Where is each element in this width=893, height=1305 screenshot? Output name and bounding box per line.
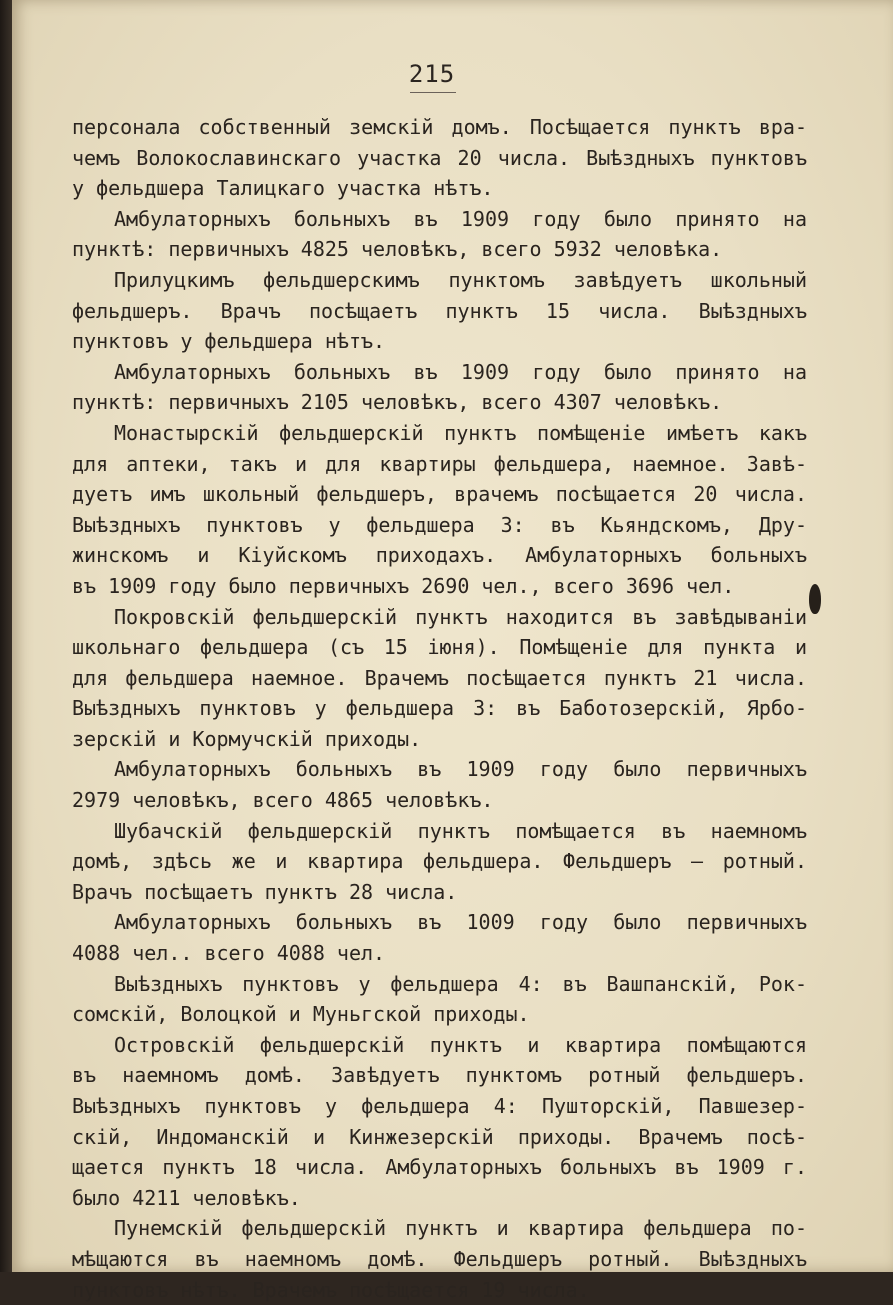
text-line: Пунемскій фельдшерскій пунктъ и квартира фельдшера по-	[114, 1216, 807, 1241]
text-line: домѣ, здѣсь же и квартира фельдшера. Фельдшеръ — ротный.	[72, 849, 807, 874]
text-line: мѣщаются въ наемномъ домѣ. Фельдшеръ ротный. Выѣздныхъ	[72, 1246, 807, 1271]
page-number: 215	[408, 60, 456, 88]
text-line: 2979 человѣкъ, всего 4865 человѣкъ.	[72, 788, 494, 813]
text-line: школьнаго фельдшера (съ 15 іюня). Помѣщеніе для пункта и	[72, 635, 807, 660]
text-line: Выѣздныхъ пунктовъ у фельдшера 4: въ Вашпанскій, Рок-	[114, 971, 807, 996]
text-line: Выѣздныхъ пунктовъ у фельдшера 4: Пушторскій, Павшезер-	[72, 1094, 807, 1118]
text-line: чемъ Волокославинскаго участка 20 числа. Выѣздныхъ пунктовъ	[72, 145, 807, 170]
text-line: 4088 чел.. всего 4088 чел.	[72, 941, 386, 966]
text-line: пунктѣ: первичныхъ 2105 человѣкъ, всего 4307 человѣкъ.	[72, 390, 723, 415]
text-line: въ наемномъ домѣ. Завѣдуетъ пунктомъ ротный фельдшеръ.	[72, 1063, 807, 1088]
text-line: Выѣздныхъ пунктовъ у фельдшера 3: въ Баботозерскій, Ярбо-	[72, 696, 807, 721]
text-line: зерскій и Кормучскій приходы.	[72, 726, 422, 751]
text-line: щается пунктъ 18 числа. Амбулаторныхъ больныхъ въ 1909 г.	[72, 1155, 807, 1180]
text-line: было 4211 человѣкъ.	[72, 1185, 301, 1210]
text-line: для фельдшера наемное. Врачемъ посѣщается пунктъ 21 числа.	[72, 665, 807, 690]
text-line: Амбулаторныхъ больныхъ въ 1909 году было первичныхъ	[114, 757, 807, 782]
text-line: въ 1909 году было первичныхъ 2690 чел., всего 3696 чел.	[72, 573, 735, 598]
text-line: Выѣздныхъ пунктовъ у фельдшера 3: въ Кьяндскомъ, Дру-	[72, 512, 807, 537]
page-number-rule	[410, 92, 456, 93]
text-line: для аптеки, такъ и для квартиры фельдшера, наемное. Завѣ-	[72, 451, 807, 476]
text-line: персонала собственный земскій домъ. Посѣщается пунктъ вра-	[72, 115, 807, 139]
body-text	[72, 112, 807, 1305]
book-spine-shadow	[0, 0, 12, 1272]
text-line: Амбулаторныхъ больныхъ въ 1909 году было принято на	[114, 206, 807, 231]
text-line: фельдшеръ. Врачъ посѣщаетъ пунктъ 15 числа. Выѣздныхъ	[72, 298, 807, 323]
text-line: у фельдшера Талицкаго участка нѣтъ.	[72, 176, 494, 201]
text-line: Покровскій фельдшерскій пунктъ находится въ завѣдываніи	[114, 604, 807, 629]
ink-blot	[809, 584, 821, 614]
text-line: сомскій, Волоцкой и Муньгской приходы.	[72, 1002, 530, 1027]
text-line: Амбулаторныхъ больныхъ въ 1909 году было принято на	[114, 359, 807, 384]
text-line: пунктовъ у фельдшера нѣтъ.	[72, 329, 386, 354]
text-line: Шубачскій фельдшерскій пунктъ помѣщается въ наемномъ	[114, 818, 807, 843]
text-line: пунктѣ: первичныхъ 4825 человѣкъ, всего 5932 человѣка.	[72, 237, 723, 262]
text-line: скій, Индоманскій и Кинжезерскій приходы. Врачемъ посѣ-	[72, 1124, 807, 1149]
text-line: жинскомъ и Кіуйскомъ приходахъ. Амбулаторныхъ больныхъ	[72, 543, 807, 568]
text-line: Врачъ посѣщаетъ пунктъ 28 числа.	[72, 879, 458, 904]
text-line: Островскій фельдшерскій пунктъ и квартира помѣщаются	[114, 1032, 807, 1057]
text-line: Прилуцкимъ фельдшерскимъ пунктомъ завѣдуетъ школьный	[114, 267, 807, 292]
text-line: пунктовъ нѣтъ. Врачемъ посѣщается 19 числа.	[72, 1277, 590, 1302]
text-line: дуетъ имъ школьный фельдшеръ, врачемъ посѣщается 20 числа.	[72, 482, 807, 507]
book-page	[12, 0, 893, 1302]
text-line: Монастырскій фельдшерскій пунктъ помѣщеніе имѣетъ какъ	[114, 420, 807, 445]
text-line: Амбулаторныхъ больныхъ въ 1009 году было первичныхъ	[114, 910, 807, 935]
